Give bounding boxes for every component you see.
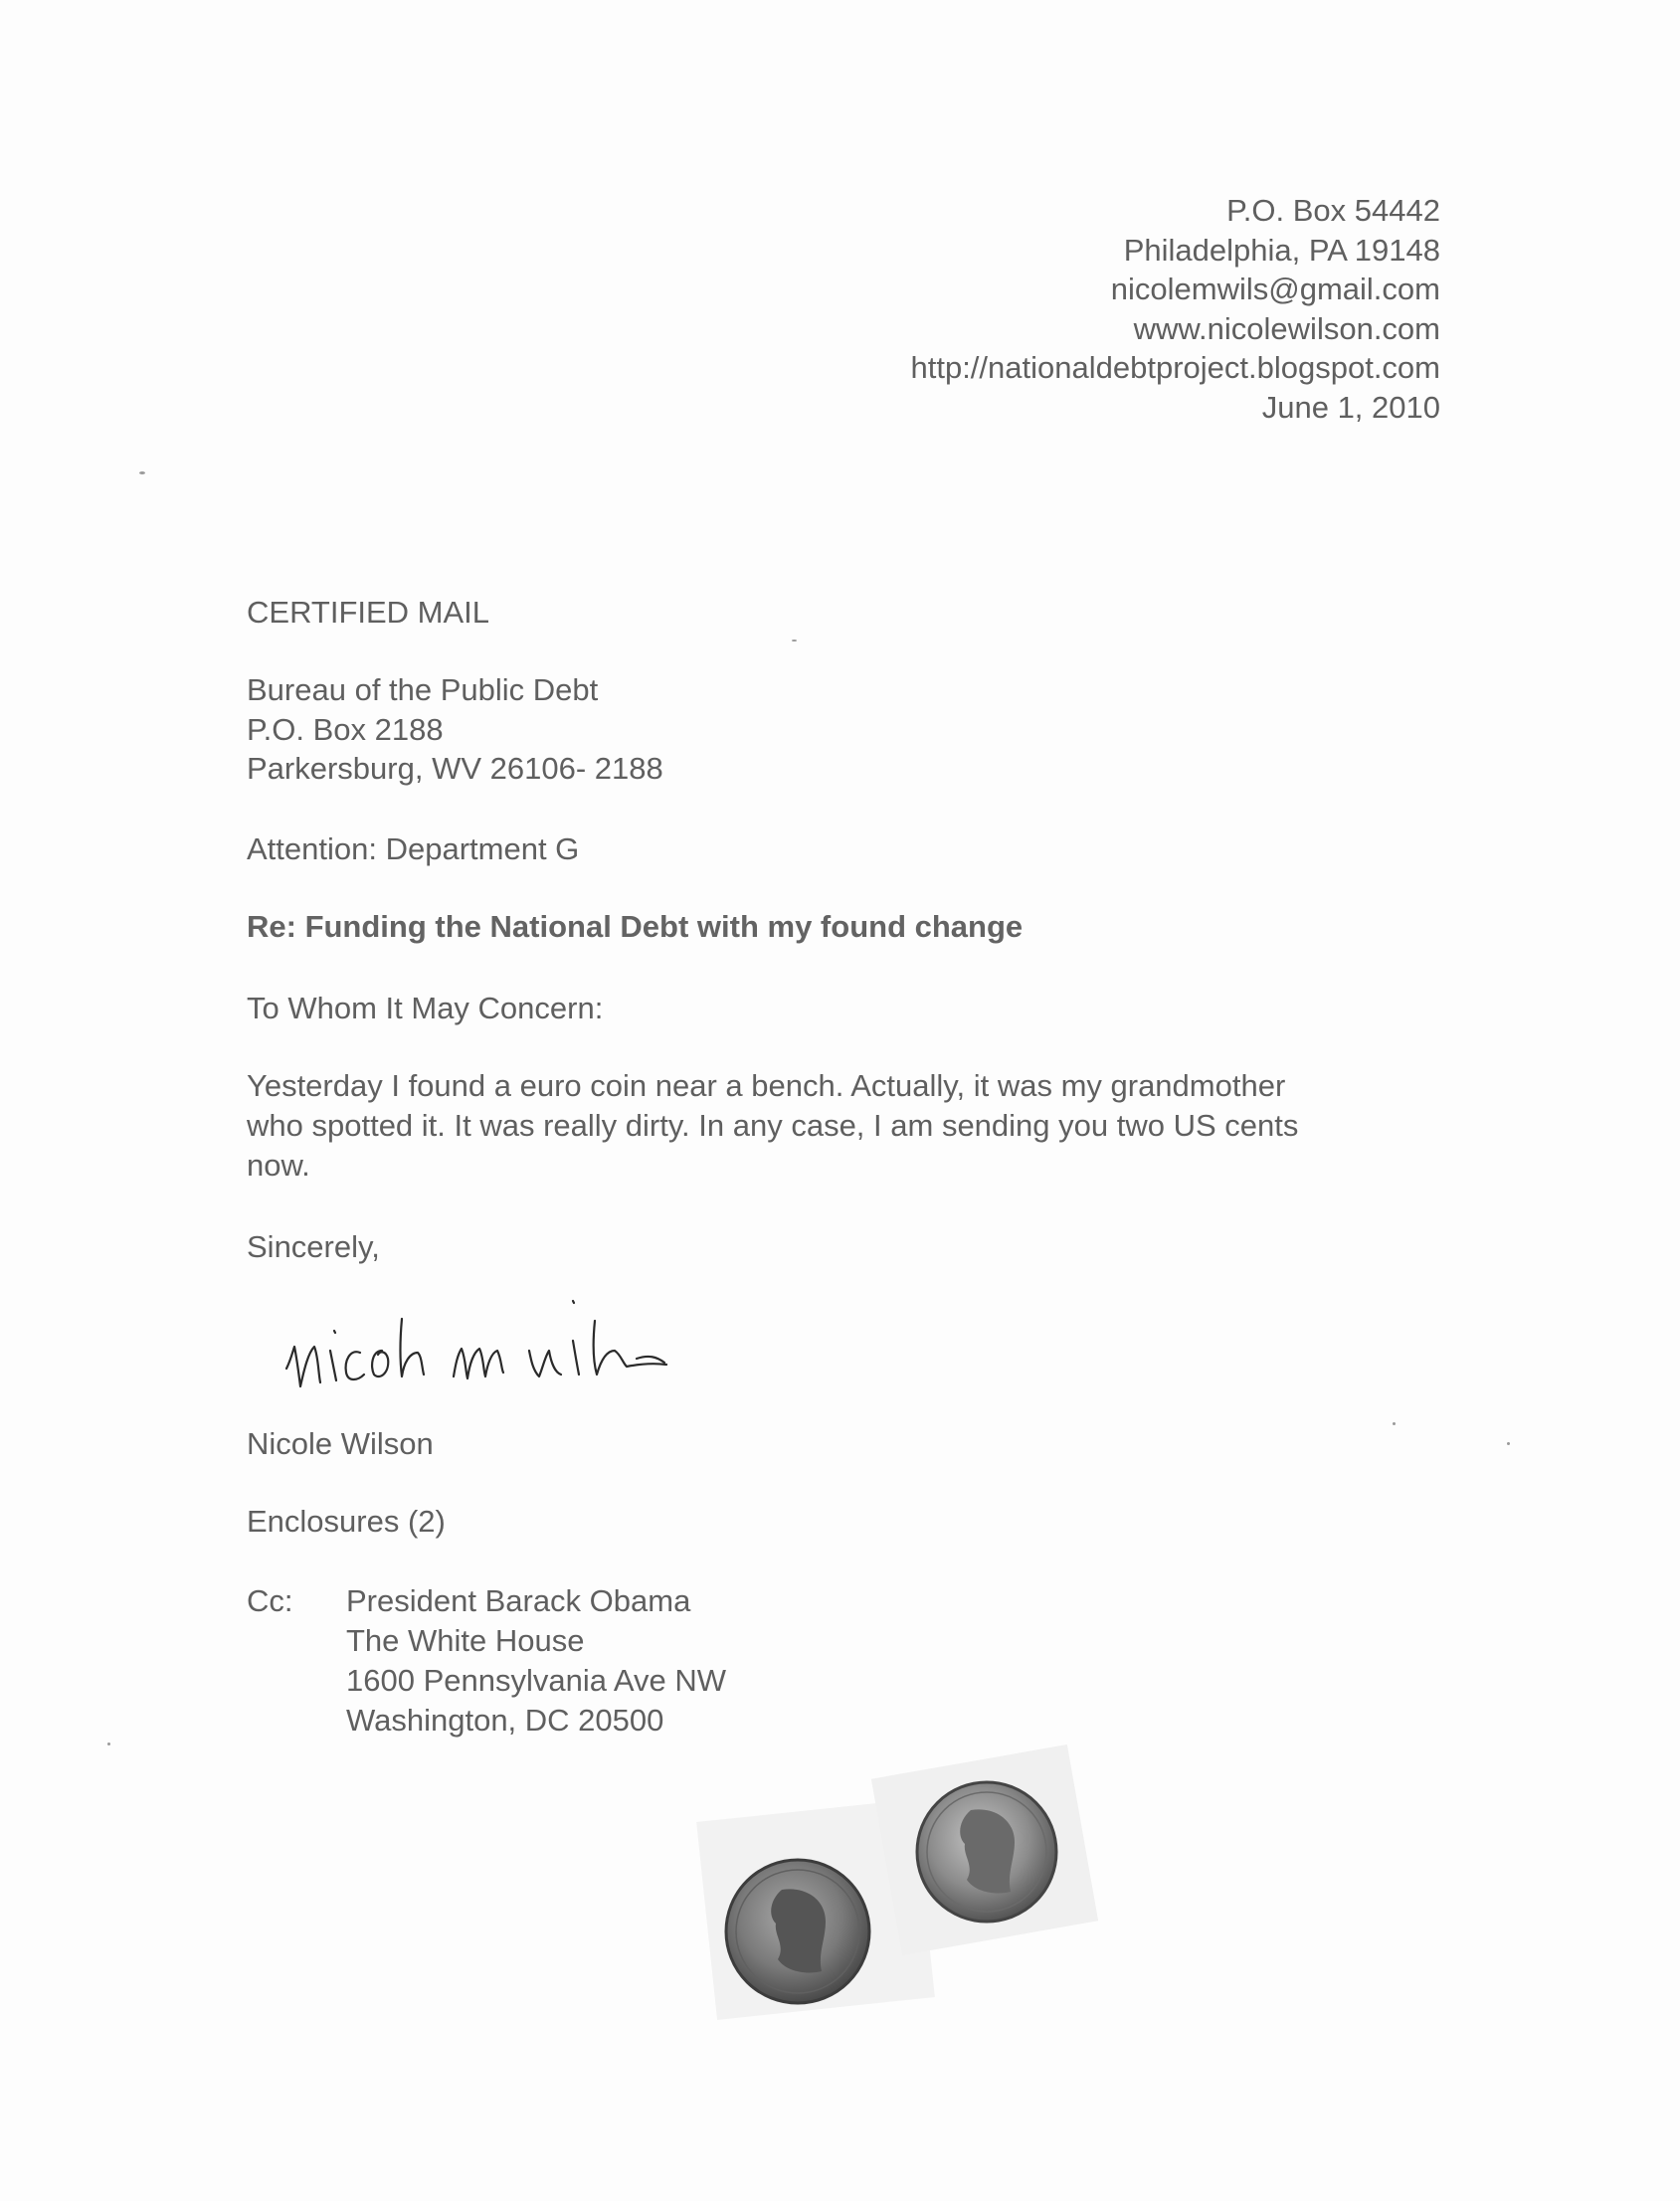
enclosures-line: Enclosures (2) <box>247 1504 446 1539</box>
penny-left-icon <box>726 1860 869 2003</box>
cc-recipient-block <box>346 1581 726 1741</box>
recipient-city: Parkersburg, WV 26106- 2188 <box>247 751 663 787</box>
signer-name: Nicole Wilson <box>247 1426 434 1461</box>
recipient-name: Bureau of the Public Debt <box>247 672 599 707</box>
scan-speck <box>1393 1422 1396 1425</box>
cc-recipient-city: Washington, DC 20500 <box>346 1703 664 1738</box>
letter-date: June 1, 2010 <box>1261 389 1440 425</box>
subject-line: Re: Funding the National Debt with my found change <box>247 909 1024 944</box>
cc-recipient-org: The White House <box>346 1623 585 1658</box>
handwritten-signature <box>279 1291 736 1410</box>
recipient-po-box: P.O. Box 2188 <box>247 711 444 747</box>
scan-speck <box>139 471 145 474</box>
cc-recipient-name: President Barack Obama <box>346 1583 691 1618</box>
recipient-address-block <box>247 670 663 789</box>
scan-speck <box>1507 1442 1510 1445</box>
letter-body <box>247 1066 1440 1186</box>
sender-blog: http://nationaldebtproject.blogspot.com <box>910 350 1440 386</box>
attention-line: Attention: Department G <box>247 831 580 866</box>
sender-website: www.nicolewilson.com <box>1133 310 1440 346</box>
sender-po-box: P.O. Box 54442 <box>1226 193 1440 228</box>
cc-label: Cc: <box>247 1583 293 1618</box>
scan-speck <box>792 640 797 642</box>
closing: Sincerely, <box>247 1229 380 1264</box>
body-line: who spotted it. It was really dirty. In any case, I am sending you two US cents <box>247 1108 1299 1143</box>
certified-mail-label: CERTIFIED MAIL <box>247 595 490 630</box>
taped-coins <box>686 1741 1104 2039</box>
body-line: now. <box>247 1148 310 1183</box>
sender-city: Philadelphia, PA 19148 <box>1123 232 1440 268</box>
sender-address-block <box>910 191 1440 428</box>
sender-email: nicolemwils@gmail.com <box>1110 272 1440 307</box>
cc-recipient-street: 1600 Pennsylvania Ave NW <box>346 1663 726 1698</box>
penny-right-icon <box>917 1782 1056 1922</box>
scan-speck <box>107 1742 110 1745</box>
body-line: Yesterday I found a euro coin near a bench. Actually, it was my grandmother <box>247 1068 1286 1103</box>
salutation: To Whom It May Concern: <box>247 991 604 1025</box>
